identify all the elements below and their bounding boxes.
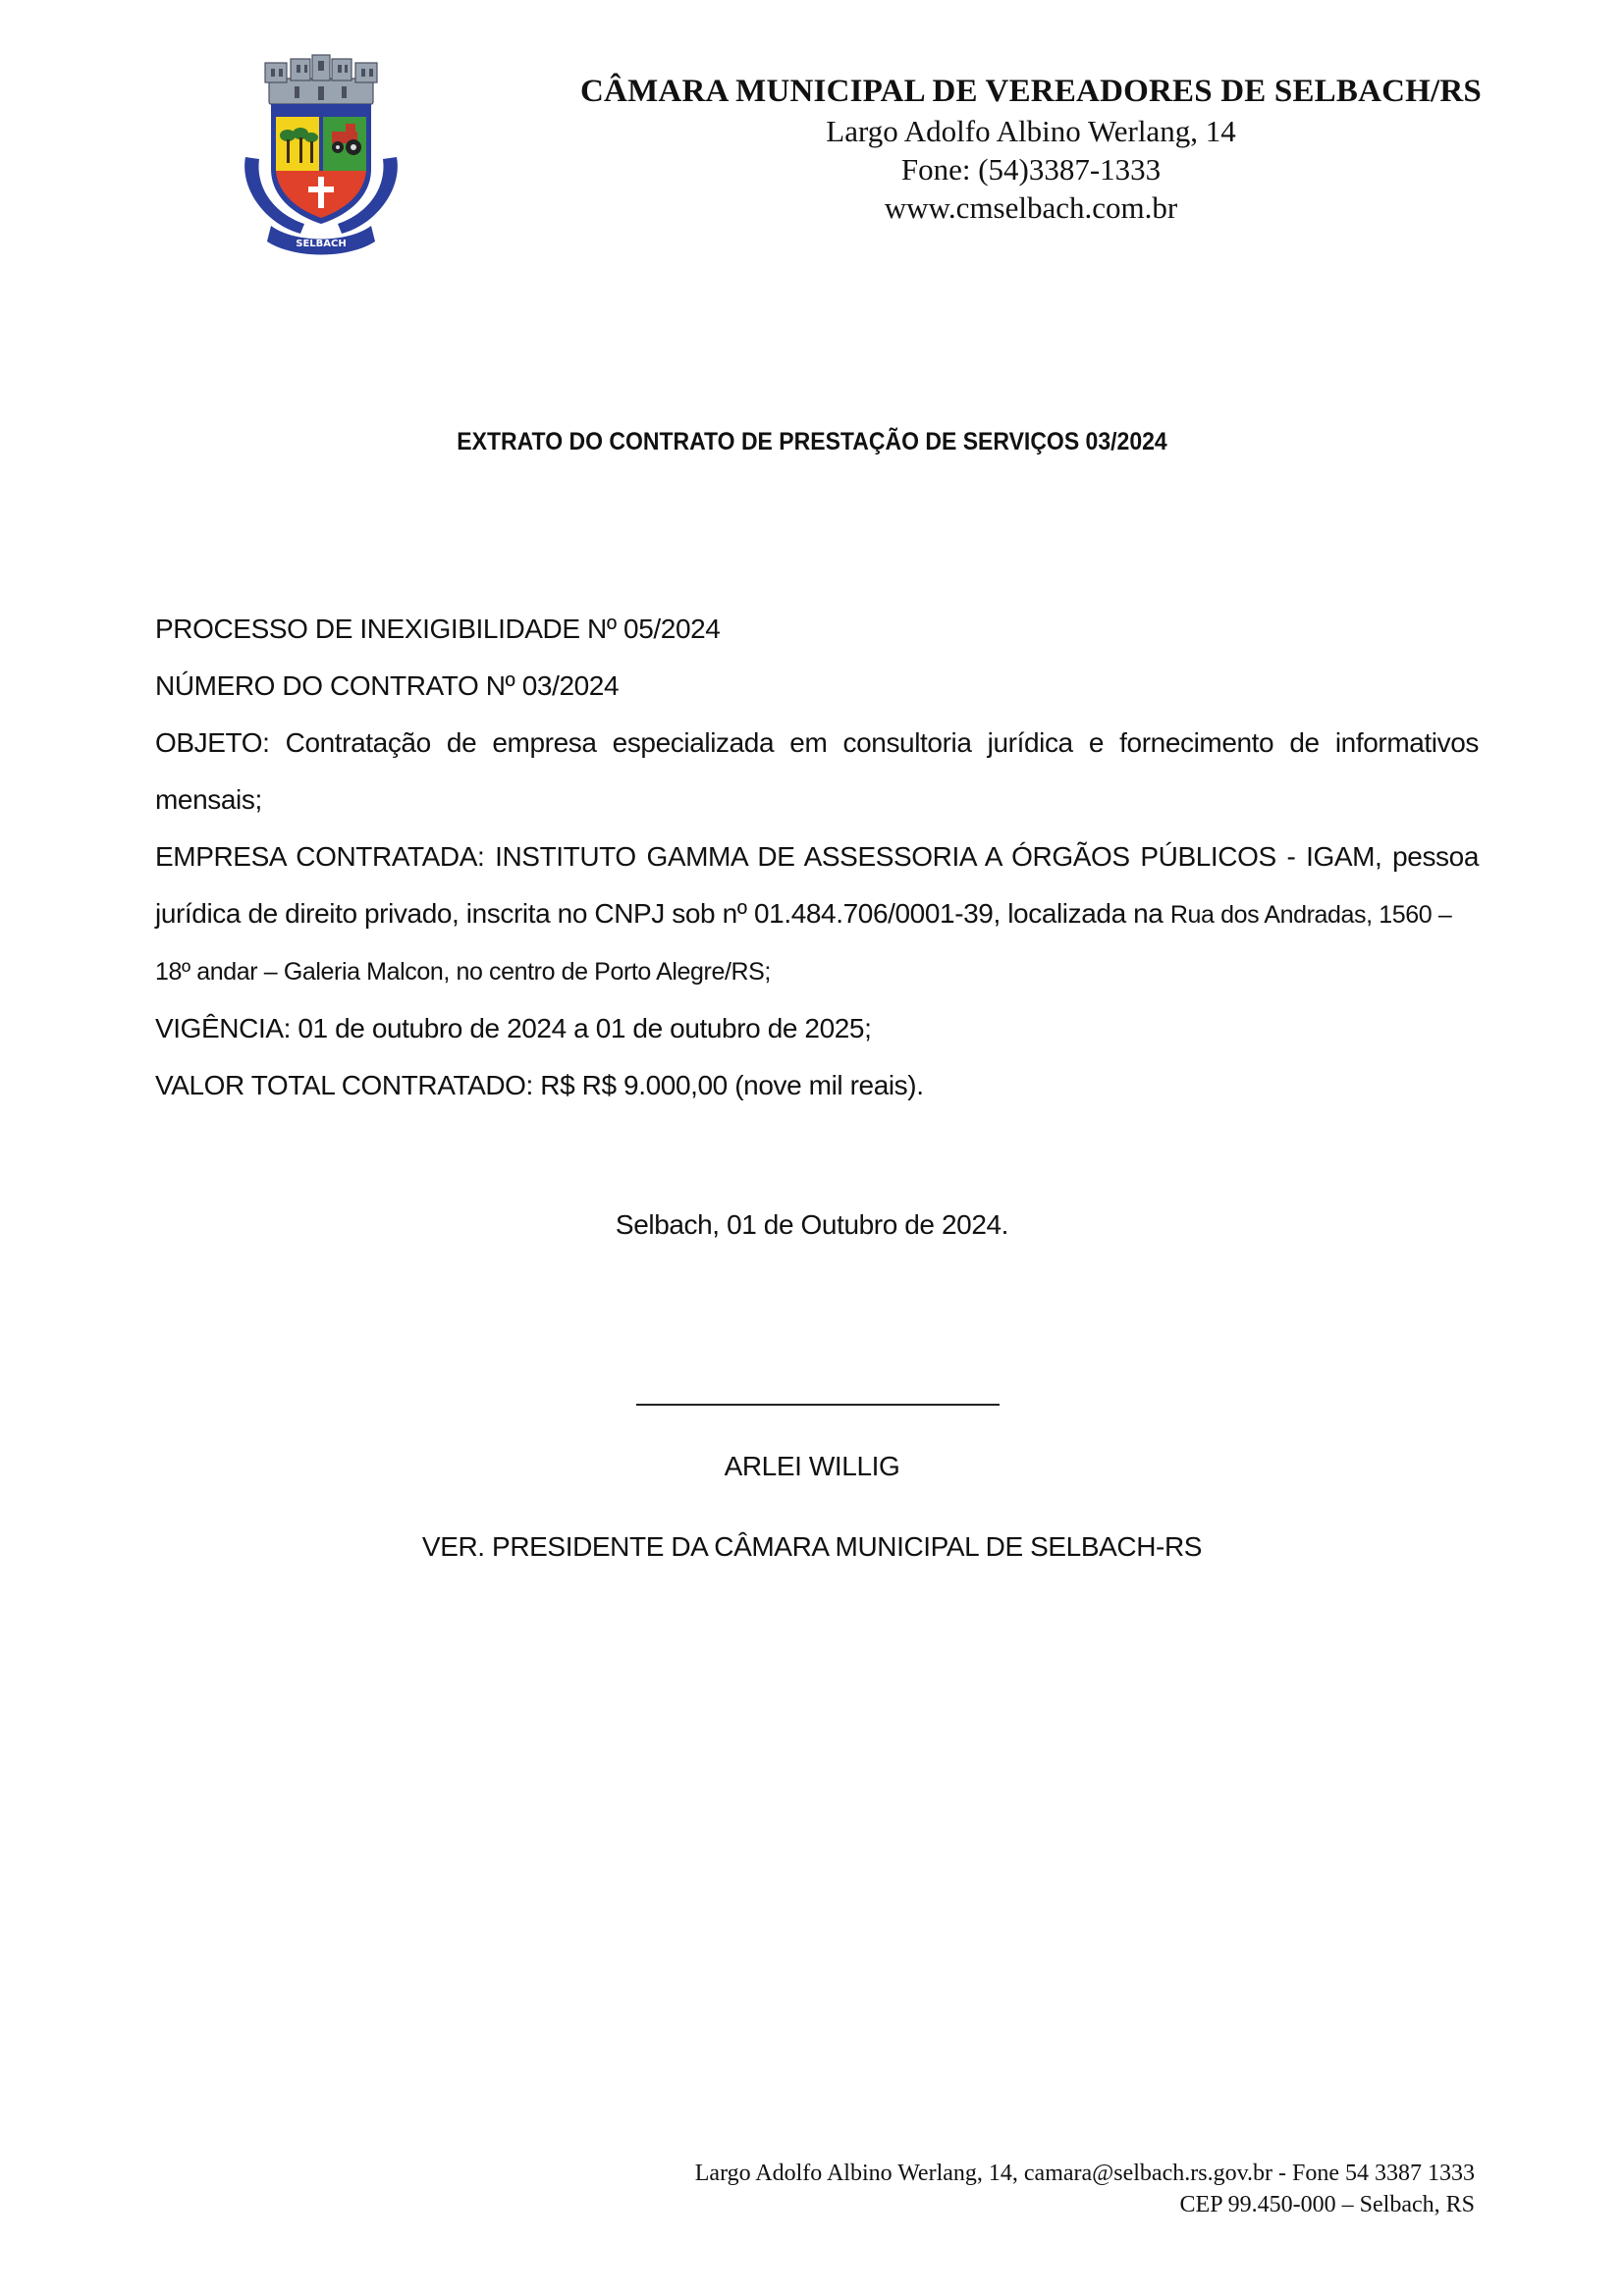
contracted-company-line-1: EMPRESA CONTRATADA: INSTITUTO GAMMA DE ASSESSORIA A ÓRGÃOS PÚBLICOS - IGAM, pessoa: [155, 841, 1479, 872]
document-body: [155, 601, 1479, 1114]
footer-postal-line: CEP 99.450-000 – Selbach, RS: [1179, 2192, 1475, 2217]
organization-phone: Fone: (54)3387-1333: [900, 152, 1162, 187]
document-title: EXTRATO DO CONTRATO DE PRESTAÇÃO DE SERVIÇOS 03/2024: [457, 428, 1167, 455]
contract-number: NÚMERO DO CONTRATO Nº 03/2024: [155, 670, 620, 701]
organization-website: www.cmselbach.com.br: [884, 190, 1178, 225]
contract-object-line-2: mensais;: [155, 784, 262, 815]
organization-name: CÂMARA MUNICIPAL DE VEREADORES DE SELBACH/RS: [580, 74, 1482, 109]
municipal-coat-of-arms-icon: [236, 51, 406, 257]
footer-address-line: Largo Adolfo Albino Werlang, 14, camara@selbach.rs.gov.br - Fone 54 3387 1333: [694, 2161, 1475, 2186]
company-registration-text: jurídica de direito privado, inscrita no CNPJ sob nº 01.484.706/0001-39, localizada na: [155, 898, 1170, 929]
contract-total-value: VALOR TOTAL CONTRATADO: R$ R$ 9.000,00 (nove mil reais).: [155, 1070, 924, 1100]
contracted-company-line-3: 18º andar – Galeria Malcon, no centro de Porto Alegre/RS;: [155, 958, 771, 986]
page-footer: [695, 2158, 1475, 2220]
signature-line: [636, 1404, 1000, 1406]
contracted-company-line-2: [155, 885, 1479, 943]
place-and-date: Selbach, 01 de Outubro de 2024.: [615, 1209, 1009, 1240]
contract-object-line-1: OBJETO: Contratação de empresa especializada em consultoria jurídica e fornecimento de informativos: [155, 727, 1479, 758]
contract-validity: VIGÊNCIA: 01 de outubro de 2024 a 01 de outubro de 2025;: [155, 1013, 872, 1043]
crest-banner-text: SELBACH: [296, 239, 347, 249]
signer-name: ARLEI WILLIG: [724, 1451, 900, 1481]
company-street-address: Rua dos Andradas, 1560 –: [1169, 901, 1452, 929]
signer-role: VER. PRESIDENTE DA CÂMARA MUNICIPAL DE SELBACH-RS: [421, 1531, 1203, 1562]
process-number: PROCESSO DE INEXIGIBILIDADE Nº 05/2024: [155, 614, 721, 644]
letterhead: [550, 71, 1512, 227]
organization-address: Largo Adolfo Albino Werlang, 14: [826, 114, 1236, 148]
